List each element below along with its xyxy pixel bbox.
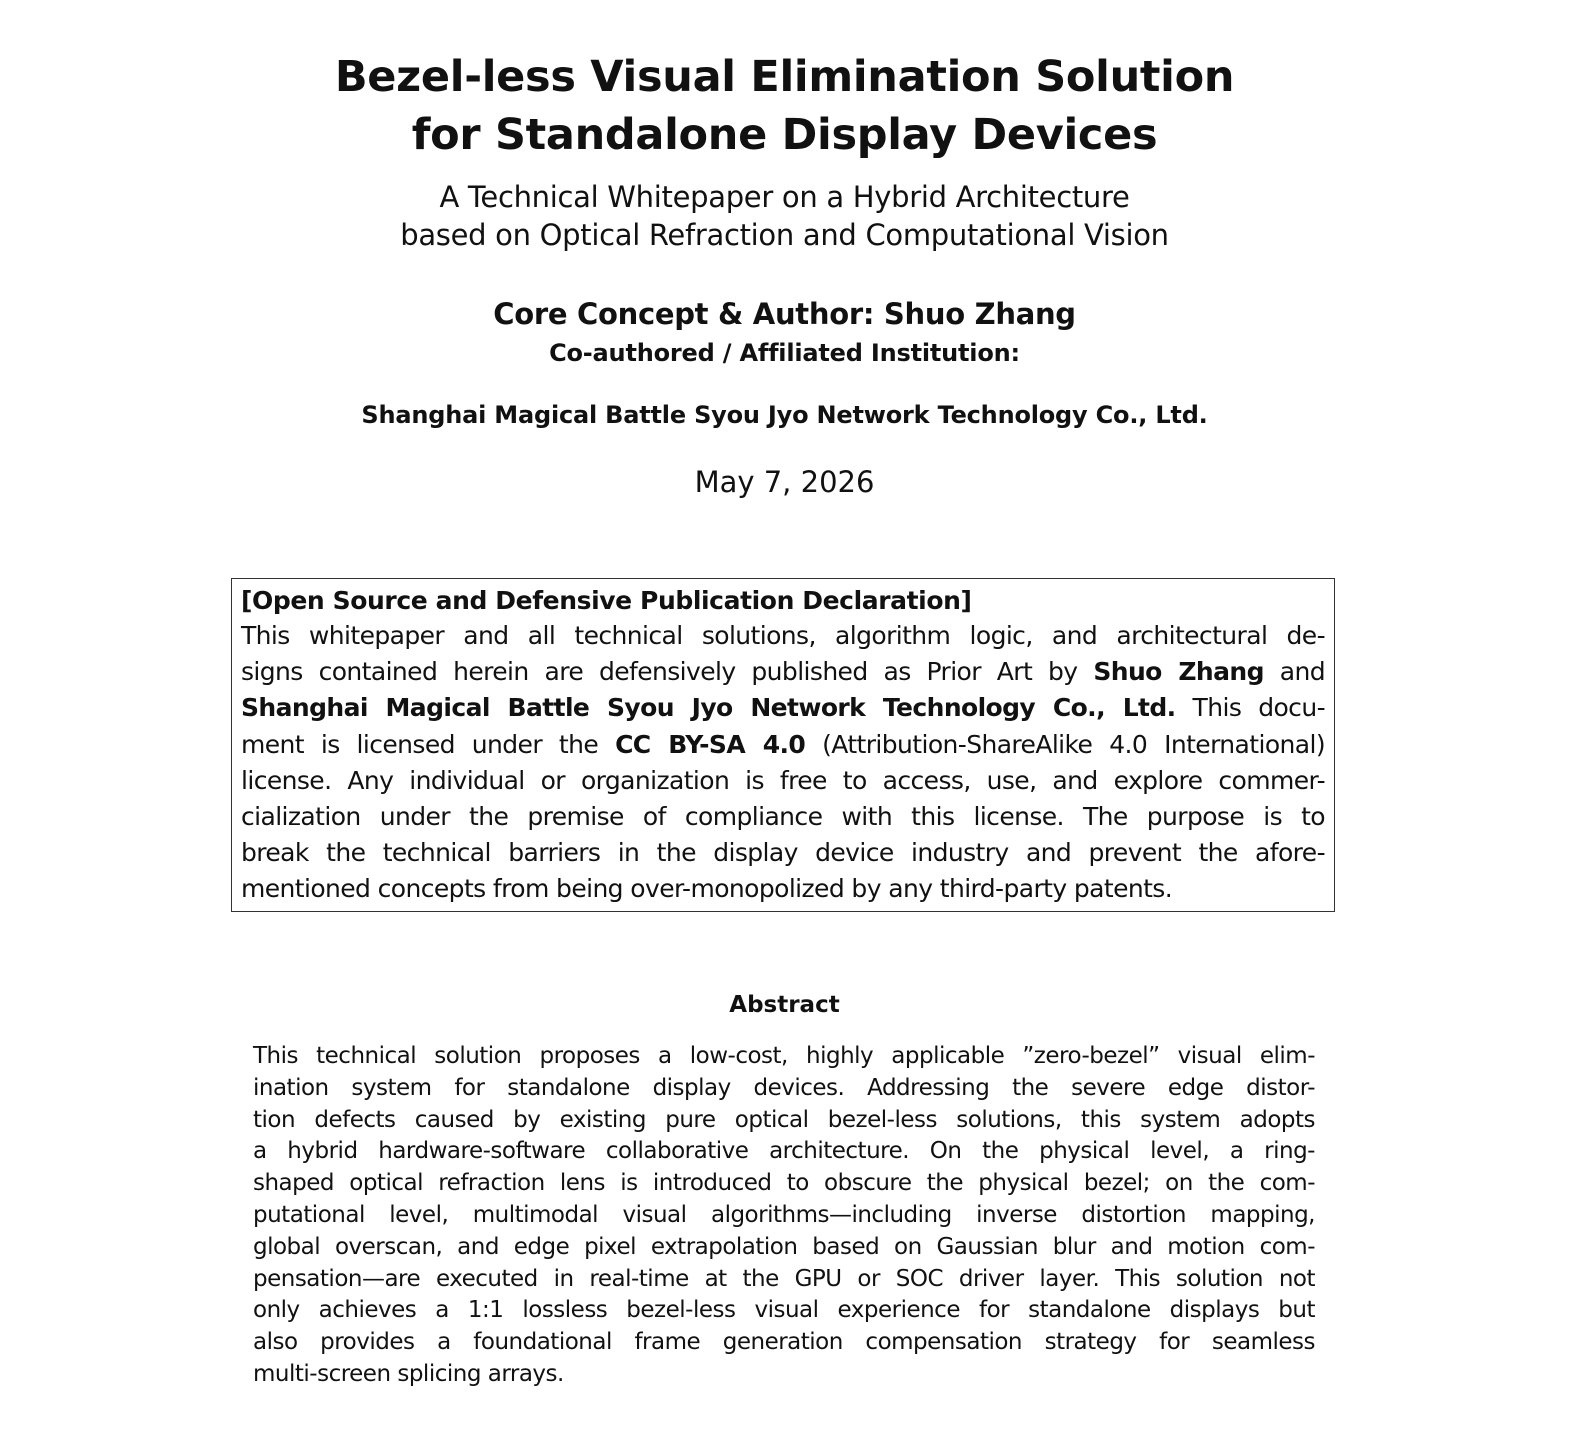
declaration-line xyxy=(241,763,1325,799)
declaration-line xyxy=(241,654,1325,690)
publication-date: May 7, 2026 xyxy=(694,465,875,499)
abstract-line: pensation—are executed in real-time at the GPU or SOC driver layer. This solution not xyxy=(253,1265,1315,1292)
declaration-title: [Open Source and Defensive Publication Declaration] xyxy=(241,586,972,615)
declaration-company-name: Shanghai Magical Battle Syou Jyo Network Technology Co., Ltd. xyxy=(241,693,1176,723)
declaration-line xyxy=(241,835,1325,871)
declaration-line xyxy=(241,727,1325,763)
subtitle-line-2: based on Optical Refraction and Computational Vision xyxy=(400,218,1169,252)
declaration-text: This docu- xyxy=(1175,693,1325,723)
institution-name: Shanghai Magical Battle Syou Jyo Network Technology Co., Ltd. xyxy=(361,401,1208,429)
abstract-line: only achieves a 1:1 lossless bezel-less visual experience for standalone displays but xyxy=(253,1297,1315,1324)
declaration-text: and xyxy=(1263,657,1325,687)
declaration-text: signs contained herein are defensively published as Prior Art by xyxy=(241,657,1094,687)
abstract-heading: Abstract xyxy=(729,992,840,1018)
subtitle-line-1: A Technical Whitepaper on a Hybrid Architecture xyxy=(439,180,1130,214)
declaration-line xyxy=(241,799,1325,835)
abstract-line: putational level, multimodal visual algorithms—including inverse distortion mapping, xyxy=(253,1201,1315,1228)
declaration-text: cialization under the premise of compliance with this license. The purpose is to xyxy=(241,801,1325,831)
abstract-line: also provides a foundational frame generation compensation strategy for seamless xyxy=(253,1329,1315,1356)
title-line-1: Bezel-less Visual Elimination Solution xyxy=(334,52,1235,102)
abstract-line: multi-screen splicing arrays. xyxy=(253,1360,564,1387)
declaration-text: ment is licensed under the xyxy=(241,729,616,759)
abstract-line: tion defects caused by existing pure optical bezel-less solutions, this system adopts xyxy=(253,1106,1315,1133)
paper-subtitle xyxy=(0,178,1569,254)
abstract-line: This technical solution proposes a low-cost, highly applicable ”zero-bezel” visual elim- xyxy=(253,1043,1315,1069)
declaration-text: license. Any individual or organization is free to access, use, and explore commer- xyxy=(241,765,1325,795)
abstract-line: a hybrid hardware-software collaborative architecture. On the physical level, a ring- xyxy=(253,1138,1315,1165)
paper-title xyxy=(0,48,1569,164)
declaration-text: This whitepaper and all technical solutions, algorithm logic, and architectural de- xyxy=(241,621,1325,650)
abstract-line: global overscan, and edge pixel extrapolation based on Gaussian blur and motion com- xyxy=(253,1233,1315,1260)
declaration-text: mentioned concepts from being over-monopolized by any third-party patents. xyxy=(241,874,1173,904)
declaration-line xyxy=(241,871,1325,907)
license-name: CC BY-SA 4.0 xyxy=(615,729,806,759)
declaration-text: break the technical barriers in the display device industry and prevent the afore- xyxy=(241,838,1325,868)
abstract-line: ination system for standalone display devices. Addressing the severe edge distor- xyxy=(253,1074,1315,1101)
title-line-2: for Standalone Display Devices xyxy=(411,110,1158,160)
abstract-body xyxy=(253,1041,1315,1391)
declaration-text: (Attribution-ShareAlike 4.0 International) xyxy=(805,729,1325,759)
declaration-line xyxy=(241,690,1325,726)
author-line: Core Concept & Author: Shuo Zhang xyxy=(493,297,1076,331)
declaration-line xyxy=(241,618,1325,654)
declaration-author-name: Shuo Zhang xyxy=(1093,657,1264,687)
declaration-box xyxy=(231,578,1335,912)
affiliation-label: Co-authored / Affiliated Institution: xyxy=(549,339,1020,367)
abstract-line: shaped optical refraction lens is introduced to obscure the physical bezel; on the com- xyxy=(253,1170,1315,1197)
